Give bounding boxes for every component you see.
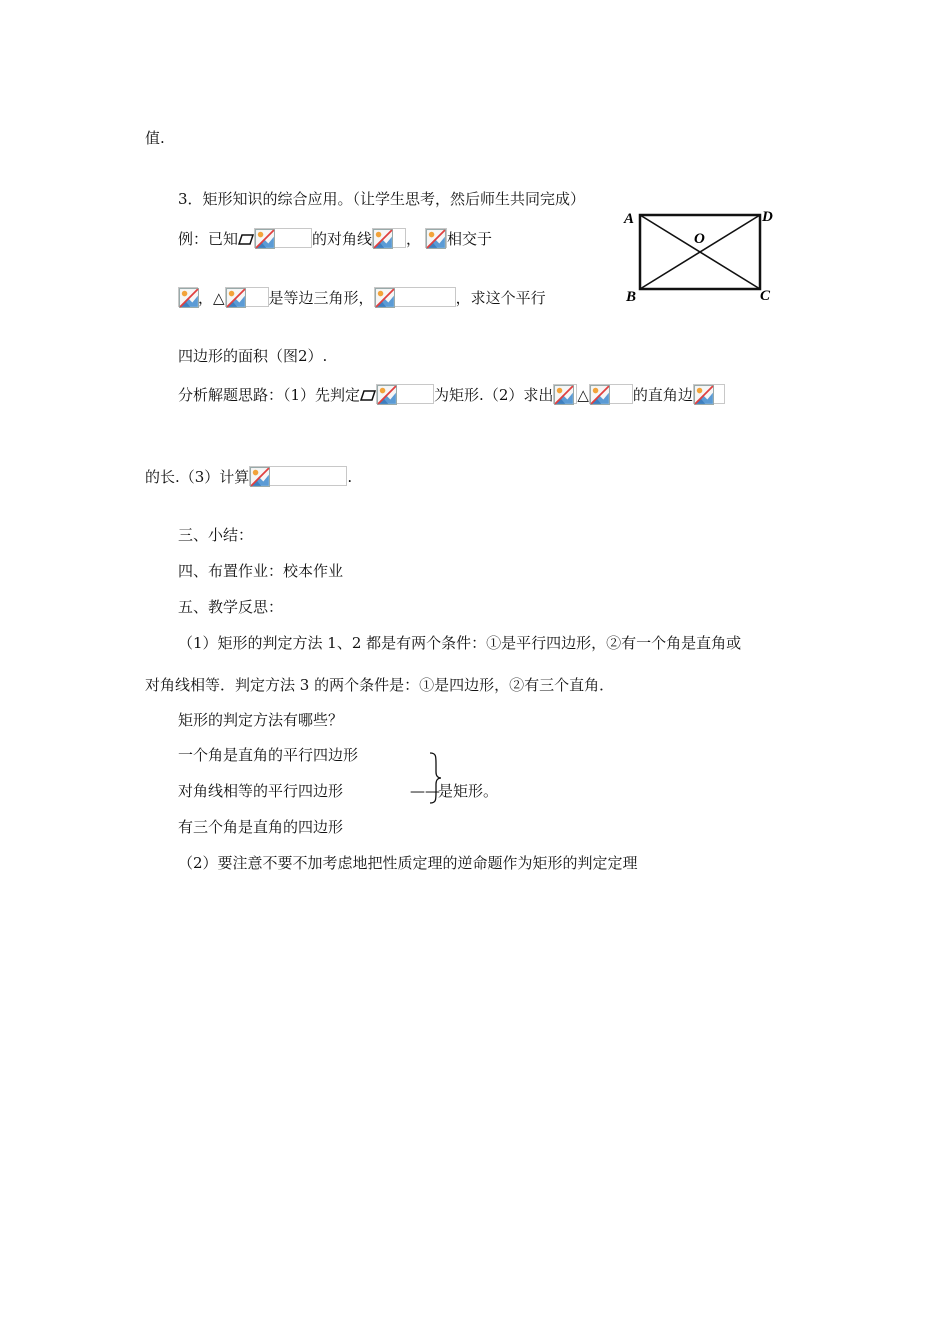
vertex-label-d: D — [762, 209, 773, 225]
formula-image — [225, 287, 269, 307]
analysis-text: . — [347, 468, 353, 486]
analysis-text: 的直角边 — [632, 386, 693, 404]
analysis-text: 分析解题思路：（1）先判定 — [178, 386, 361, 404]
example-text: 的对角线 — [312, 230, 373, 248]
analysis-text: 为矩形.（2）求出 — [434, 386, 554, 404]
question-line: 矩形的判定方法有哪些？ — [178, 711, 344, 729]
arrow-dash: —— — [410, 782, 440, 800]
section-homework: 四、布置作业：校本作业 — [178, 562, 344, 580]
example-line-3: 四边形的面积（图2）. — [178, 347, 328, 365]
section-reflection: 五、教学反思： — [178, 598, 284, 616]
example-text: 相交于 — [447, 230, 493, 248]
formula-image — [254, 228, 312, 248]
text-line-1: 值. — [145, 129, 165, 147]
formula-image — [693, 384, 725, 404]
formula-image — [249, 466, 347, 486]
example-line-1 — [178, 228, 492, 249]
section-3-heading: 3．矩形知识的综合应用。（让学生思考，然后师生共同完成） — [178, 190, 586, 208]
conclusion-text: 是矩形。 — [438, 782, 499, 800]
center-label-o: O — [694, 231, 705, 247]
formula-image — [425, 228, 447, 248]
formula-image — [376, 384, 434, 404]
vertex-label-c: C — [760, 288, 771, 304]
example-text: ，△ — [198, 289, 225, 307]
reflection-para-1: （1）矩形的判定方法 1、2 都是有两个条件：①是平行四边形，②有一个角是直角或 — [178, 634, 742, 652]
vertex-label-b: B — [626, 289, 637, 305]
example-text: 例：已知 — [178, 230, 239, 248]
curly-brace — [428, 752, 442, 804]
condition-2: 对角线相等的平行四边形 — [178, 782, 344, 800]
formula-image — [372, 228, 406, 248]
section-summary: 三、小结： — [178, 526, 254, 544]
condition-3: 有三个角是直角的四边形 — [178, 818, 344, 836]
analysis-line-2 — [145, 466, 352, 487]
vertex-label-a: A — [624, 211, 635, 227]
example-line-2 — [178, 287, 546, 308]
formula-image — [374, 287, 456, 307]
condition-1: 一个角是直角的平行四边形 — [178, 746, 359, 764]
formula-image — [553, 384, 577, 404]
parallelogram-icon — [238, 234, 254, 245]
example-text: ， — [406, 230, 422, 248]
reflection-para-2: 对角线相等．判定方法 3 的两个条件是：①是四边形，②有三个直角． — [145, 676, 615, 694]
analysis-text: △ — [577, 386, 589, 404]
formula-image — [178, 287, 198, 307]
reflection-para-3: （2）要注意不要不加考虑地把性质定理的逆命题作为矩形的判定定理 — [178, 854, 638, 872]
parallelogram-icon — [360, 390, 376, 401]
example-text: 是等边三角形， — [268, 289, 374, 307]
example-text: ，求这个平行 — [455, 289, 546, 307]
rectangle-diagram — [622, 205, 782, 305]
analysis-line-1 — [178, 384, 725, 405]
analysis-text: 的长.（3）计算 — [145, 468, 250, 486]
formula-image — [589, 384, 633, 404]
